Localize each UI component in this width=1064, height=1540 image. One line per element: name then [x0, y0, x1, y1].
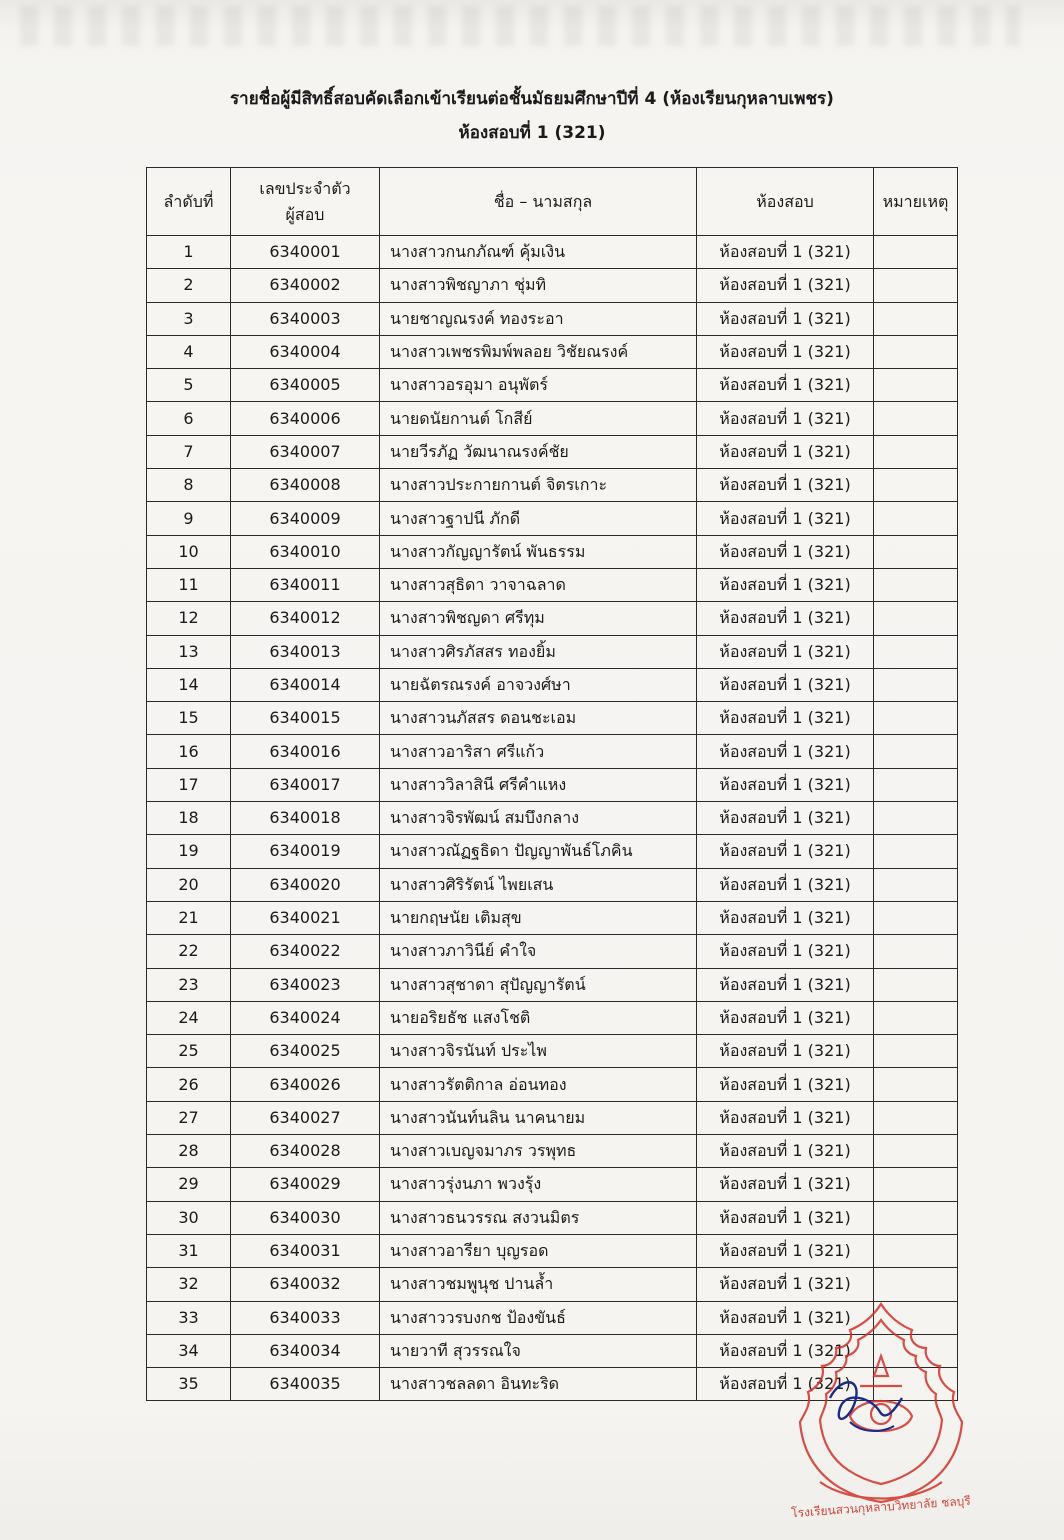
row-candidate-name: นางสาวอารียา บุญรอด — [380, 1234, 697, 1267]
row-number: 35 — [147, 1368, 231, 1401]
table-row — [147, 1168, 958, 1201]
header-id-line1: เลขประจำตัว — [259, 178, 351, 198]
table-row — [147, 335, 958, 368]
row-number: 31 — [147, 1234, 231, 1267]
row-exam-room: ห้องสอบที่ 1 (321) — [697, 1001, 874, 1034]
table-row — [147, 568, 958, 601]
row-candidate-name: นางสาวสุธิดา วาจาฉลาด — [380, 568, 697, 601]
row-candidate-name: นางสาวจิรพัฒน์ สมบึงกลาง — [380, 802, 697, 835]
header-room: ห้องสอบ — [697, 168, 874, 236]
row-candidate-id: 6340018 — [231, 802, 380, 835]
row-candidate-id: 6340033 — [231, 1301, 380, 1334]
row-number: 4 — [147, 335, 231, 368]
row-number: 8 — [147, 469, 231, 502]
row-exam-room: ห้องสอบที่ 1 (321) — [697, 1368, 874, 1401]
row-candidate-name: นางสาวประกายกานต์ จิตรเกาะ — [380, 469, 697, 502]
row-number: 11 — [147, 568, 231, 601]
row-exam-room: ห้องสอบที่ 1 (321) — [697, 835, 874, 868]
table-row — [147, 602, 958, 635]
row-exam-room: ห้องสอบที่ 1 (321) — [697, 568, 874, 601]
row-candidate-name: นางสาววิลาสินี ศรีคำแหง — [380, 768, 697, 801]
table-row — [147, 802, 958, 835]
row-exam-room: ห้องสอบที่ 1 (321) — [697, 968, 874, 1001]
row-note — [874, 1135, 958, 1168]
table-row — [147, 535, 958, 568]
row-note — [874, 702, 958, 735]
row-candidate-id: 6340012 — [231, 602, 380, 635]
row-note — [874, 1001, 958, 1034]
row-note — [874, 602, 958, 635]
row-candidate-id: 6340017 — [231, 768, 380, 801]
row-candidate-id: 6340024 — [231, 1001, 380, 1034]
row-exam-room: ห้องสอบที่ 1 (321) — [697, 935, 874, 968]
row-exam-room: ห้องสอบที่ 1 (321) — [697, 1135, 874, 1168]
row-candidate-id: 6340026 — [231, 1068, 380, 1101]
row-note — [874, 768, 958, 801]
table-row — [147, 435, 958, 468]
table-row — [147, 302, 958, 335]
row-note — [874, 735, 958, 768]
row-candidate-id: 6340006 — [231, 402, 380, 435]
table-row — [147, 402, 958, 435]
row-candidate-name: นางสาวภาวินีย์ คำใจ — [380, 935, 697, 968]
row-candidate-id: 6340022 — [231, 935, 380, 968]
row-number: 7 — [147, 435, 231, 468]
table-row — [147, 702, 958, 735]
row-number: 14 — [147, 668, 231, 701]
row-number: 23 — [147, 968, 231, 1001]
row-candidate-name: นางสาวพิชญดา ศรีทุม — [380, 602, 697, 635]
row-note — [874, 901, 958, 934]
row-candidate-id: 6340030 — [231, 1201, 380, 1234]
row-number: 25 — [147, 1035, 231, 1068]
row-candidate-name: นางสาวณัฏฐธิดา ปัญญาพันธ์โภคิน — [380, 835, 697, 868]
row-exam-room: ห้องสอบที่ 1 (321) — [697, 802, 874, 835]
document-subtitle: ห้องสอบที่ 1 (321) — [458, 123, 606, 143]
table-row — [147, 269, 958, 302]
row-exam-room: ห้องสอบที่ 1 (321) — [697, 1268, 874, 1301]
row-candidate-id: 6340005 — [231, 369, 380, 402]
table-row — [147, 369, 958, 402]
row-note — [874, 568, 958, 601]
row-candidate-name: นายฉัตรณรงค์ อาจวงศ์ษา — [380, 668, 697, 701]
candidate-table — [146, 167, 958, 1401]
row-note — [874, 402, 958, 435]
row-candidate-name: นางสาวกัญญารัตน์ พันธรรม — [380, 535, 697, 568]
row-note — [874, 1168, 958, 1201]
row-candidate-id: 6340021 — [231, 901, 380, 934]
row-exam-room: ห้องสอบที่ 1 (321) — [697, 469, 874, 502]
row-number: 20 — [147, 868, 231, 901]
row-exam-room: ห้องสอบที่ 1 (321) — [697, 369, 874, 402]
row-candidate-name: นางสาวศิรภัสสร ทองยิ้ม — [380, 635, 697, 668]
table-row — [147, 935, 958, 968]
row-candidate-id: 6340008 — [231, 469, 380, 502]
row-candidate-name: นายดนัยกานต์ โกสีย์ — [380, 402, 697, 435]
row-number: 18 — [147, 802, 231, 835]
row-number: 17 — [147, 768, 231, 801]
row-number: 27 — [147, 1101, 231, 1134]
row-exam-room: ห้องสอบที่ 1 (321) — [697, 435, 874, 468]
row-candidate-id: 6340009 — [231, 502, 380, 535]
row-candidate-id: 6340014 — [231, 668, 380, 701]
row-exam-room: ห้องสอบที่ 1 (321) — [697, 335, 874, 368]
row-note — [874, 835, 958, 868]
row-exam-room: ห้องสอบที่ 1 (321) — [697, 1035, 874, 1068]
table-header-row — [147, 168, 958, 236]
row-exam-room: ห้องสอบที่ 1 (321) — [697, 1068, 874, 1101]
row-candidate-name: นางสาวธนวรรณ สงวนมิตร — [380, 1201, 697, 1234]
row-candidate-id: 6340029 — [231, 1168, 380, 1201]
row-candidate-name: นางสาวเพชรพิมพ์พลอย วิชัยณรงค์ — [380, 335, 697, 368]
row-exam-room: ห้องสอบที่ 1 (321) — [697, 1101, 874, 1134]
table-row — [147, 1001, 958, 1034]
row-exam-room: ห้องสอบที่ 1 (321) — [697, 302, 874, 335]
row-note — [874, 302, 958, 335]
table-row — [147, 968, 958, 1001]
row-exam-room: ห้องสอบที่ 1 (321) — [697, 668, 874, 701]
table-row — [147, 236, 958, 269]
row-candidate-id: 6340019 — [231, 835, 380, 868]
paper-bleed-through — [20, 6, 1020, 46]
row-candidate-name: นางสาวพิชญาภา ชุ่มทิ — [380, 269, 697, 302]
row-exam-room: ห้องสอบที่ 1 (321) — [697, 1201, 874, 1234]
row-candidate-name: นายวีรภัฏ วัฒนาณรงค์ชัย — [380, 435, 697, 468]
row-exam-room: ห้องสอบที่ 1 (321) — [697, 1301, 874, 1334]
table-row — [147, 668, 958, 701]
row-exam-room: ห้องสอบที่ 1 (321) — [697, 602, 874, 635]
row-number: 30 — [147, 1201, 231, 1234]
row-exam-room: ห้องสอบที่ 1 (321) — [697, 868, 874, 901]
document-title: รายชื่อผู้มีสิทธิ์สอบคัดเลือกเข้าเรียนต่อชั้นมัธยมศึกษาปีที่ 4 (ห้องเรียนกุหลาบเพชร) — [230, 89, 834, 109]
header-id-line2: ผู้สอบ — [285, 204, 325, 224]
row-candidate-name: นางสาวศิริรัตน์ ไพยเสน — [380, 868, 697, 901]
table-body — [147, 236, 958, 1401]
row-exam-room: ห้องสอบที่ 1 (321) — [697, 402, 874, 435]
table-row — [147, 1234, 958, 1267]
header-id — [231, 168, 380, 236]
row-note — [874, 535, 958, 568]
row-candidate-name: นางสาวนภัสสร ดอนชะเอม — [380, 702, 697, 735]
row-candidate-id: 6340035 — [231, 1368, 380, 1401]
row-note — [874, 502, 958, 535]
row-candidate-name: นางสาวฐาปนี ภักดี — [380, 502, 697, 535]
row-number: 6 — [147, 402, 231, 435]
row-exam-room: ห้องสอบที่ 1 (321) — [697, 236, 874, 269]
table-row — [147, 1068, 958, 1101]
table-row — [147, 1135, 958, 1168]
row-number: 32 — [147, 1268, 231, 1301]
row-note — [874, 1234, 958, 1267]
row-candidate-name: นายอริยธัช แสงโชติ — [380, 1001, 697, 1034]
row-candidate-id: 6340034 — [231, 1334, 380, 1367]
row-candidate-name: นางสาวอรอุมา อนุพัตร์ — [380, 369, 697, 402]
row-note — [874, 1035, 958, 1068]
table-row — [147, 901, 958, 934]
row-note — [874, 1201, 958, 1234]
row-note — [874, 1068, 958, 1101]
row-candidate-id: 6340013 — [231, 635, 380, 668]
table-row — [147, 635, 958, 668]
row-number: 9 — [147, 502, 231, 535]
table-row — [147, 735, 958, 768]
row-note — [874, 335, 958, 368]
row-note — [874, 469, 958, 502]
row-candidate-id: 6340020 — [231, 868, 380, 901]
row-candidate-name: นางสาวนันท์นลิน นาคนายม — [380, 1101, 697, 1134]
row-number: 3 — [147, 302, 231, 335]
row-candidate-id: 6340001 — [231, 236, 380, 269]
row-candidate-name: นายกฤษนัย เติมสุข — [380, 901, 697, 934]
row-number: 29 — [147, 1168, 231, 1201]
row-candidate-id: 6340003 — [231, 302, 380, 335]
row-number: 24 — [147, 1001, 231, 1034]
row-candidate-id: 6340011 — [231, 568, 380, 601]
row-exam-room: ห้องสอบที่ 1 (321) — [697, 702, 874, 735]
row-exam-room: ห้องสอบที่ 1 (321) — [697, 735, 874, 768]
row-candidate-id: 6340023 — [231, 968, 380, 1001]
table-row — [147, 1035, 958, 1068]
table-row — [147, 1101, 958, 1134]
row-number: 2 — [147, 269, 231, 302]
header-no: ลำดับที่ — [147, 168, 231, 236]
row-number: 16 — [147, 735, 231, 768]
row-number: 22 — [147, 935, 231, 968]
row-number: 33 — [147, 1301, 231, 1334]
row-note — [874, 435, 958, 468]
row-candidate-name: นางสาวชมพูนุช ปานล้ำ — [380, 1268, 697, 1301]
row-number: 19 — [147, 835, 231, 868]
row-number: 12 — [147, 602, 231, 635]
row-exam-room: ห้องสอบที่ 1 (321) — [697, 635, 874, 668]
row-number: 26 — [147, 1068, 231, 1101]
row-exam-room: ห้องสอบที่ 1 (321) — [697, 1168, 874, 1201]
row-candidate-id: 6340028 — [231, 1135, 380, 1168]
row-candidate-name: นางสาวอาริสา ศรีแก้ว — [380, 735, 697, 768]
row-candidate-id: 6340027 — [231, 1101, 380, 1134]
row-note — [874, 935, 958, 968]
table-row — [147, 868, 958, 901]
row-exam-room: ห้องสอบที่ 1 (321) — [697, 269, 874, 302]
row-exam-room: ห้องสอบที่ 1 (321) — [697, 1334, 874, 1367]
row-candidate-name: นางสาวชลลดา อินทะริด — [380, 1368, 697, 1401]
row-number: 13 — [147, 635, 231, 668]
row-note — [874, 968, 958, 1001]
row-number: 34 — [147, 1334, 231, 1367]
row-exam-room: ห้องสอบที่ 1 (321) — [697, 1234, 874, 1267]
table-row — [147, 1201, 958, 1234]
row-exam-room: ห้องสอบที่ 1 (321) — [697, 768, 874, 801]
table-row — [147, 768, 958, 801]
row-candidate-name: นายชาญณรงค์ ทองระอา — [380, 302, 697, 335]
row-note — [874, 1101, 958, 1134]
row-candidate-id: 6340010 — [231, 535, 380, 568]
row-candidate-id: 6340025 — [231, 1035, 380, 1068]
row-candidate-name: นางสาวจิรนันท์ ประไพ — [380, 1035, 697, 1068]
row-number: 5 — [147, 369, 231, 402]
table-row — [147, 469, 958, 502]
row-candidate-name: นายวาที สุวรรณใจ — [380, 1334, 697, 1367]
row-candidate-id: 6340031 — [231, 1234, 380, 1267]
row-note — [874, 668, 958, 701]
row-candidate-name: นางสาวสุชาดา สุปัญญารัตน์ — [380, 968, 697, 1001]
row-candidate-id: 6340032 — [231, 1268, 380, 1301]
row-candidate-name: นางสาววรบงกช ป้องขันธ์ — [380, 1301, 697, 1334]
row-number: 10 — [147, 535, 231, 568]
row-candidate-name: นางสาวรุ่งนภา พวงรุ้ง — [380, 1168, 697, 1201]
table-row — [147, 502, 958, 535]
table-row — [147, 835, 958, 868]
header-note: หมายเหตุ — [874, 168, 958, 236]
row-candidate-name: นางสาวเบญจมาภร วรพุทธ — [380, 1135, 697, 1168]
signature-mark — [820, 1368, 910, 1448]
row-number: 1 — [147, 236, 231, 269]
row-candidate-name: นางสาวรัตติกาล อ่อนทอง — [380, 1068, 697, 1101]
row-candidate-id: 6340004 — [231, 335, 380, 368]
row-note — [874, 369, 958, 402]
row-candidate-id: 6340015 — [231, 702, 380, 735]
row-exam-room: ห้องสอบที่ 1 (321) — [697, 535, 874, 568]
row-note — [874, 802, 958, 835]
row-candidate-id: 6340002 — [231, 269, 380, 302]
row-exam-room: ห้องสอบที่ 1 (321) — [697, 901, 874, 934]
row-note — [874, 236, 958, 269]
row-note — [874, 635, 958, 668]
header-name: ชื่อ – นามสกุล — [380, 168, 697, 236]
row-candidate-id: 6340016 — [231, 735, 380, 768]
row-candidate-id: 6340007 — [231, 435, 380, 468]
row-exam-room: ห้องสอบที่ 1 (321) — [697, 502, 874, 535]
row-number: 15 — [147, 702, 231, 735]
row-number: 21 — [147, 901, 231, 934]
row-note — [874, 868, 958, 901]
seal-text: โรงเรียนสวนกุหลาบวิทยาลัย ชลบุรี — [790, 1493, 972, 1521]
row-number: 28 — [147, 1135, 231, 1168]
row-note — [874, 269, 958, 302]
row-candidate-name: นางสาวกนกภัณฑ์ คุ้มเงิน — [380, 236, 697, 269]
